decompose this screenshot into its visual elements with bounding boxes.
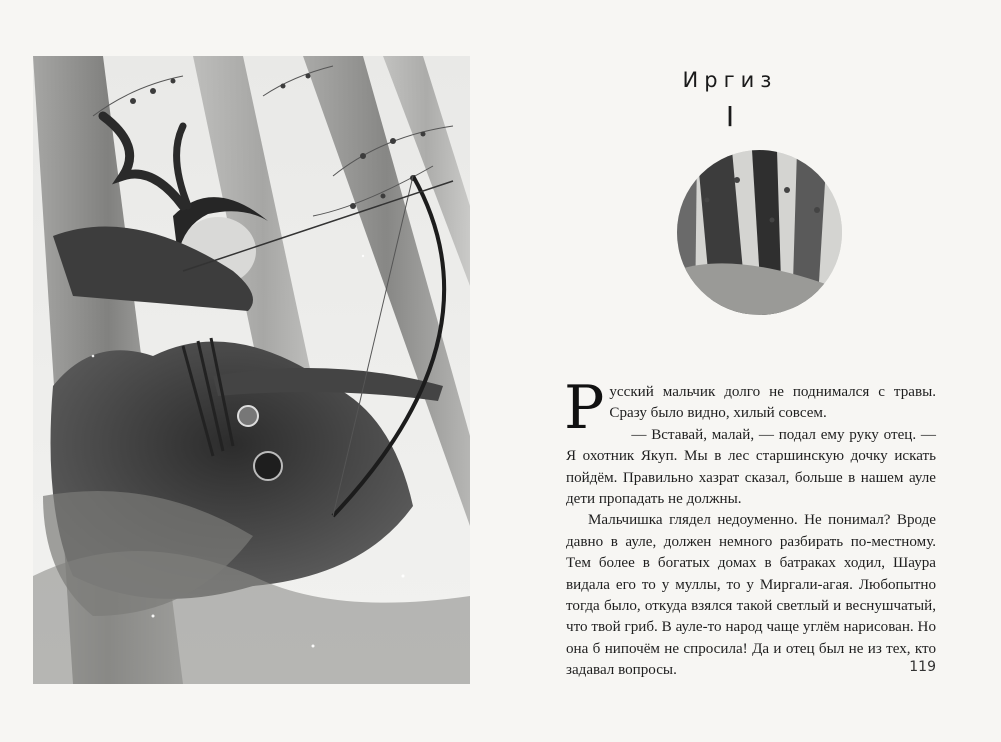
archer-illustration	[33, 56, 470, 684]
chapter-title: Иргиз	[682, 68, 778, 92]
paragraph-1-text: усский мальчик долго не поднимался с травы. Сразу было видно, хилый совсем.	[609, 384, 936, 422]
forest-vignette	[677, 150, 842, 315]
paragraph-3: Мальчишка глядел недоуменно. Не понимал? Вроде давно в ауле, должен немного разбирать по-местному. Тем более в богатых домах в батраках ходил, Шаура видала его то у муллы, то у Миргали-агая. Любопытно тогда было, откуда взялся такой светлый и веснушчатый, что твой гриб. В ауле-то народ чаще углём нарисован. Но она б нипочём не спросила! Да и отец был не из тех, кто задавал вопросы.	[566, 512, 936, 679]
chapter-number: I	[725, 100, 735, 133]
page-number: 119	[909, 659, 936, 675]
drop-cap: Р	[564, 373, 605, 443]
paragraph-1	[564, 373, 936, 443]
body-text	[564, 373, 936, 682]
paragraph-2: — Вставай, малай, — подал ему руку отец. — Я охотник Якуп. Мы в лес старшинскую дочку искать пойдём. Правильно хазрат сказал, больше в нашем ауле дети пропадать не должны.	[566, 426, 936, 508]
